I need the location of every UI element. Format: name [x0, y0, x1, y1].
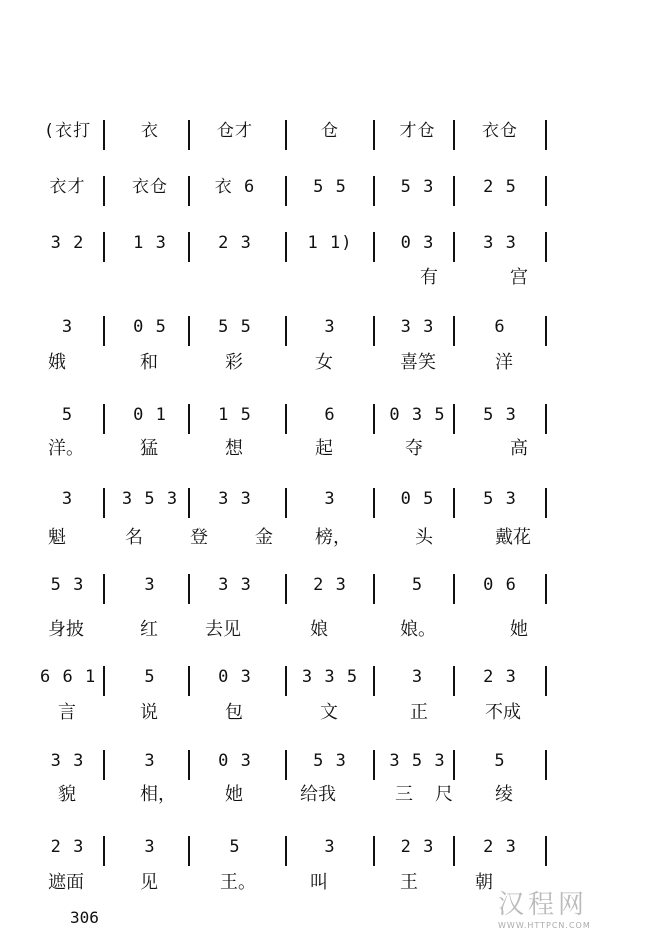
lyric: 正: [410, 702, 428, 723]
bar-line: [285, 488, 287, 518]
lyric: 娘。: [400, 619, 436, 640]
bar-line: [285, 232, 287, 262]
bar-line: [285, 836, 287, 866]
measure-cell: 6 6 1: [40, 667, 97, 687]
page-number: 306: [70, 908, 99, 927]
bar-line: [188, 404, 190, 434]
bar-line: [103, 404, 105, 434]
bar-line: [188, 574, 190, 604]
lyrics-row: [40, 700, 620, 726]
measure-cell: 3 3: [50, 751, 85, 771]
notation-row: [40, 116, 620, 146]
lyric: 金: [255, 527, 273, 548]
lyric: 她: [225, 784, 243, 805]
lyric: 王: [400, 872, 418, 893]
notation-row: [40, 172, 620, 202]
lyric: 红: [140, 619, 158, 640]
measure-cell: 0 3: [218, 751, 252, 771]
lyric: 言: [58, 702, 76, 723]
measure-cell: (衣打: [43, 121, 92, 141]
watermark-url: WWW.HTTPCN.COM: [498, 921, 591, 930]
bar-line: [103, 120, 105, 150]
measure-cell: 3: [144, 751, 156, 771]
bar-line: [103, 316, 105, 346]
measure-cell: 3: [144, 837, 156, 857]
bar-line: [188, 750, 190, 780]
notation-row: [40, 228, 620, 258]
measure-cell: 2 3: [313, 575, 347, 595]
lyric: 身披: [48, 619, 84, 640]
bar-line: [453, 176, 455, 206]
bar-line: [545, 666, 547, 696]
bar-line: [285, 176, 287, 206]
measure-cell: 2 5: [483, 177, 517, 197]
lyric: 榜，: [315, 527, 351, 548]
bar-line: [103, 750, 105, 780]
bar-line: [188, 176, 190, 206]
bar-line: [188, 666, 190, 696]
measure-cell: 6: [494, 317, 506, 337]
bar-line: [285, 316, 287, 346]
bar-line: [453, 404, 455, 434]
bar-line: [373, 316, 375, 346]
measure-cell: 仓: [321, 121, 339, 141]
lyric: 说: [140, 702, 158, 723]
lyric: 想: [225, 438, 243, 459]
lyrics-row: [40, 617, 620, 643]
bar-line: [545, 488, 547, 518]
lyric: 叫: [310, 872, 328, 893]
measure-cell: 3: [61, 489, 74, 509]
lyric: 包: [225, 702, 243, 723]
lyric: 戴花: [495, 527, 531, 548]
bar-line: [453, 574, 455, 604]
measure-cell: 5: [411, 575, 424, 595]
bar-line: [373, 232, 375, 262]
bar-line: [373, 404, 375, 434]
bar-line: [285, 120, 287, 150]
lyrics-row: [40, 782, 620, 808]
lyric: 洋: [495, 352, 513, 373]
bar-line: [453, 120, 455, 150]
lyric: 三: [395, 784, 413, 805]
lyric: 夺: [405, 438, 423, 459]
bar-line: [373, 750, 375, 780]
measure-cell: 3 5 3: [121, 489, 179, 509]
bar-line: [545, 836, 547, 866]
measure-cell: 3 3: [218, 489, 252, 509]
lyric: 和: [140, 352, 158, 373]
watermark-logo: [498, 884, 658, 944]
lyric: 遮面: [48, 872, 84, 893]
measure-cell: 衣仓: [132, 177, 168, 197]
bar-line: [285, 404, 287, 434]
lyric: 不成: [485, 702, 521, 723]
measure-cell: 0 5: [133, 317, 167, 337]
lyrics-row: [40, 525, 620, 551]
measure-cell: 5 3: [483, 489, 517, 509]
bar-line: [453, 836, 455, 866]
measure-cell: 5 3: [50, 575, 85, 595]
lyric: 娘: [310, 619, 328, 640]
lyric: 去见: [205, 619, 241, 640]
notation-row: [40, 832, 620, 862]
lyric: 王。: [220, 872, 256, 893]
measure-cell: 衣 6: [214, 177, 256, 197]
lyric: 魁: [48, 527, 66, 548]
measure-cell: 5 5: [313, 177, 347, 197]
measure-cell: 5: [61, 405, 74, 425]
bar-line: [453, 750, 455, 780]
measure-cell: 2 3: [400, 837, 435, 857]
measure-cell: 5 3: [313, 751, 347, 771]
measure-cell: 5: [494, 751, 506, 771]
measure-cell: 3: [61, 317, 74, 337]
lyric: 猛: [140, 438, 158, 459]
bar-line: [103, 488, 105, 518]
measure-cell: 才仓: [399, 121, 436, 141]
bar-line: [188, 120, 190, 150]
measure-cell: 0 5: [400, 489, 435, 509]
measure-cell: 衣才: [49, 177, 86, 197]
measure-cell: 1 3: [133, 233, 167, 253]
measure-cell: 3: [144, 575, 156, 595]
lyric: 名: [125, 527, 143, 548]
bar-line: [285, 666, 287, 696]
measure-cell: 1 5: [218, 405, 252, 425]
lyric: 见: [140, 872, 158, 893]
measure-cell: 1 1): [307, 233, 353, 253]
measure-cell: 2 3: [483, 837, 517, 857]
bar-line: [103, 176, 105, 206]
lyric: 女: [315, 352, 333, 373]
lyric: 娥: [48, 352, 66, 373]
measure-cell: 5 3: [400, 177, 435, 197]
bar-line: [545, 120, 547, 150]
bar-line: [373, 666, 375, 696]
bar-line: [373, 836, 375, 866]
measure-cell: 0 6: [483, 575, 517, 595]
lyric: 貌: [58, 784, 76, 805]
measure-cell: 3 2: [50, 233, 85, 253]
bar-line: [373, 176, 375, 206]
bar-line: [545, 232, 547, 262]
notation-row: [40, 484, 620, 514]
measure-cell: 3: [324, 317, 336, 337]
lyric: 相，: [140, 784, 176, 805]
lyric: 给我: [300, 784, 336, 805]
lyric: 有: [420, 267, 438, 288]
lyrics-row: [40, 350, 620, 376]
measure-cell: 3 5 3: [389, 751, 446, 771]
measure-cell: 0 3 5: [389, 405, 446, 425]
lyric: 喜笑: [400, 352, 436, 373]
bar-line: [453, 488, 455, 518]
lyric: 洋。: [48, 438, 84, 459]
bar-line: [545, 404, 547, 434]
measure-cell: 2 3: [218, 233, 252, 253]
measure-cell: 0 3: [400, 233, 435, 253]
measure-cell: 2 3: [50, 837, 85, 857]
notation-row: [40, 570, 620, 600]
measure-cell: 3: [324, 489, 336, 509]
lyric: 宫: [510, 267, 528, 288]
notation-row: [40, 662, 620, 692]
measure-cell: 0 3: [218, 667, 252, 687]
lyric: 头: [415, 527, 433, 548]
measure-cell: 3: [411, 667, 424, 687]
measure-cell: 衣仓: [482, 121, 518, 141]
bar-line: [373, 120, 375, 150]
bar-line: [453, 232, 455, 262]
lyric: 绫: [495, 784, 513, 805]
measure-cell: 3: [324, 837, 336, 857]
measure-cell: 衣: [141, 121, 159, 141]
bar-line: [188, 232, 190, 262]
measure-cell: 2 3: [483, 667, 517, 687]
measure-cell: 5 3: [483, 405, 517, 425]
watermark-logo-text: 汉程网: [498, 890, 589, 920]
bar-line: [103, 836, 105, 866]
lyric: 朝: [475, 872, 493, 893]
bar-line: [545, 316, 547, 346]
lyric: 起: [315, 438, 333, 459]
measure-cell: 3 3: [218, 575, 252, 595]
measure-cell: 5 5: [218, 317, 252, 337]
lyrics-row: [40, 436, 620, 462]
bar-line: [103, 666, 105, 696]
bar-line: [545, 750, 547, 780]
measure-cell: 5: [144, 667, 156, 687]
lyric: 彩: [225, 352, 243, 373]
measure-cell: 0 1: [133, 405, 167, 425]
bar-line: [373, 488, 375, 518]
bar-line: [285, 750, 287, 780]
bar-line: [285, 574, 287, 604]
bar-line: [373, 574, 375, 604]
bar-line: [188, 316, 190, 346]
bar-line: [453, 316, 455, 346]
bar-line: [453, 666, 455, 696]
bar-line: [103, 232, 105, 262]
lyric: 她: [510, 619, 528, 640]
bar-line: [545, 176, 547, 206]
lyric: 文: [320, 702, 338, 723]
measure-cell: 3 3 5: [301, 667, 359, 687]
notation-row: [40, 400, 620, 430]
measure-cell: 6: [324, 405, 336, 425]
notation-row: [40, 312, 620, 342]
bar-line: [188, 836, 190, 866]
bar-line: [545, 574, 547, 604]
measure-cell: 3 3: [483, 233, 517, 253]
notation-row: [40, 746, 620, 776]
bar-line: [188, 488, 190, 518]
measure-cell: 3 3: [400, 317, 435, 337]
lyric: 尺: [435, 784, 453, 805]
lyric: 高: [510, 438, 528, 459]
measure-cell: 5: [229, 837, 241, 857]
bar-line: [103, 574, 105, 604]
lyrics-row: [40, 265, 620, 291]
lyric: 登: [190, 527, 208, 548]
measure-cell: 仓才: [217, 121, 253, 141]
